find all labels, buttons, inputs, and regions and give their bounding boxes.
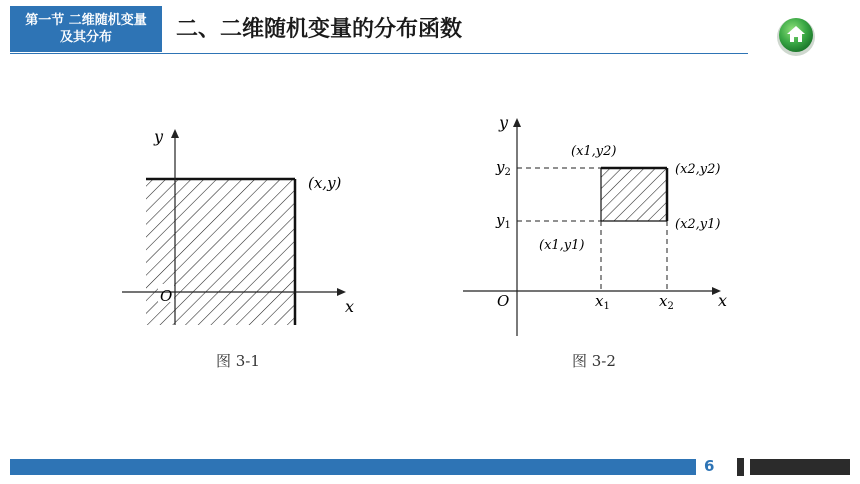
corner-x2y1-label: (x2,y1) [675,217,721,232]
y-axis-label: y [499,113,509,132]
section-label-text: 第一节 二维随机变量及其分布 [25,13,147,45]
corner-x1y2-label: (x1,y2) [571,144,617,159]
y-axis-label: y [154,127,164,146]
origin-label: O [160,287,173,305]
figure-3-2-caption: 图 3-2 [572,352,616,370]
footer-bar [10,459,696,475]
y2-tick-label: $y_2$ [496,158,511,178]
x2-tick-label: $x_2$ [659,292,674,312]
y1-tick-label: $y_1$ [496,211,511,231]
x-axis-label: x [718,291,728,310]
rectangle-region [601,168,667,221]
footer-mark-large [750,459,850,475]
title-divider [10,53,748,54]
section-label [10,6,162,52]
figure-3-1 [110,120,370,335]
point-label: (x,y) [308,174,342,192]
x1-tick-label: $x_1$ [595,292,610,312]
figure-3-2 [455,108,745,338]
corner-x1y1-label: (x1,y1) [539,238,585,253]
home-icon[interactable] [774,14,818,58]
corner-x2y2-label: (x2,y2) [675,162,721,177]
origin-label: O [497,292,510,310]
figure-3-1-caption: 图 3-1 [216,352,260,370]
page-number: 6 [704,457,715,475]
footer-mark-small [737,458,744,476]
x-axis-label: x [345,297,355,316]
slide-title: 二、二维随机变量的分布函数 [176,17,463,42]
